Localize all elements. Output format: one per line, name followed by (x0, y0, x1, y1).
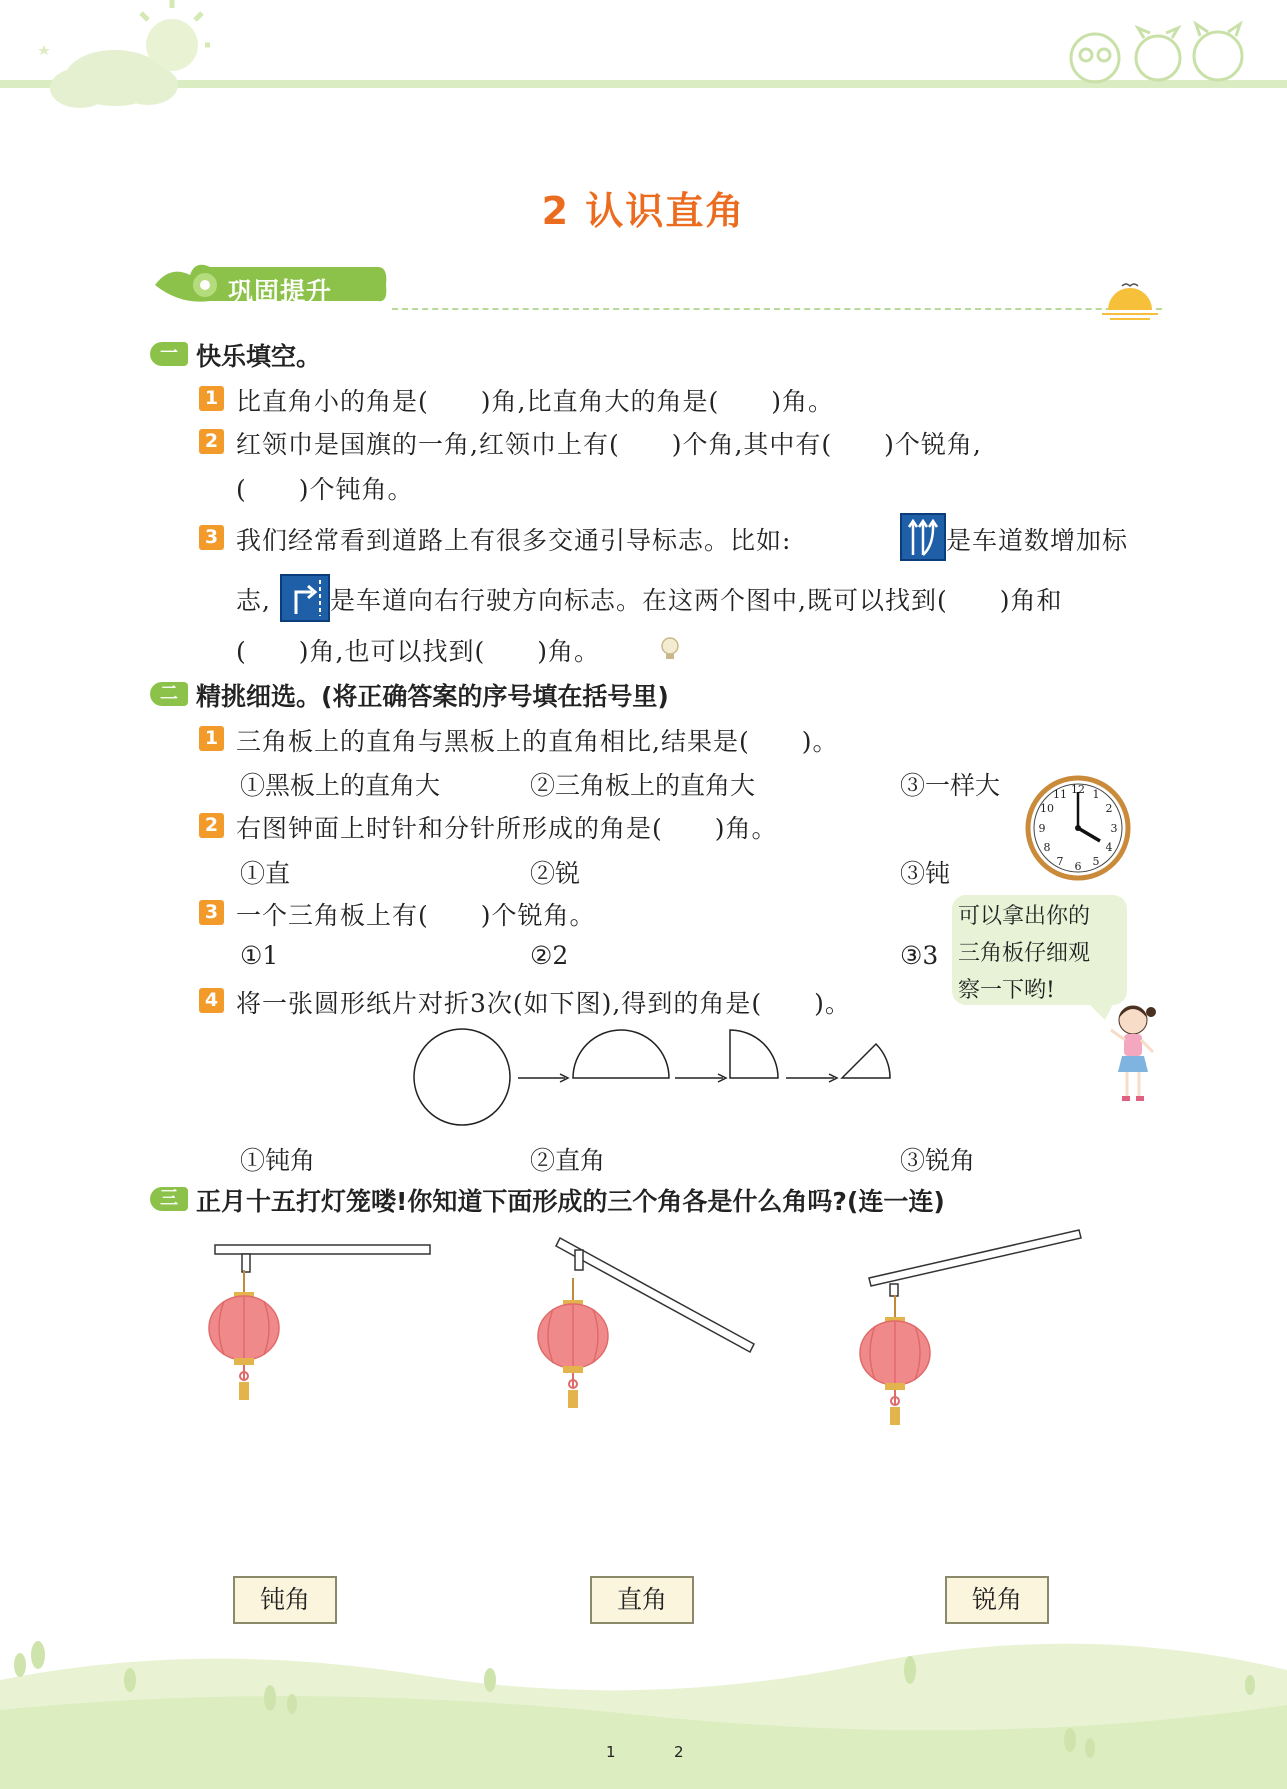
clock-number-12: 12 (1071, 783, 1085, 796)
clock-number-1: 1 (1092, 788, 1100, 801)
sun-cloud-decoration (20, 0, 210, 115)
section-3-badge: 三 (150, 1187, 188, 1211)
animal-faces-decoration (1060, 20, 1250, 85)
s2-q2-option-3: ③钝 (900, 859, 951, 888)
s1-q3-line2a: 志, (236, 586, 271, 615)
page-number-left: 1 (606, 1743, 616, 1761)
clock-number-6: 6 (1074, 860, 1082, 873)
lantern-obtuse-angle (538, 1238, 754, 1408)
paper-folding-diagram (410, 1025, 895, 1130)
section-2-title: 精挑细选。(将正确答案的序号填在括号里) (196, 682, 669, 711)
clock-number-9: 9 (1038, 822, 1046, 835)
s1-q3-line1a: 我们经常看到道路上有很多交通引导标志。比如: (236, 526, 792, 555)
clock-number-5: 5 (1092, 855, 1100, 868)
s2-q1-number: 1 (199, 726, 224, 751)
clock-number-10: 10 (1040, 802, 1054, 815)
semicircle (573, 1030, 669, 1078)
s1-q2-line1: 红领巾是国旗的一角,红领巾上有( )个角,其中有( )个锐角, (236, 430, 982, 459)
s2-q3-number: 3 (199, 900, 224, 925)
s2-q4-number: 4 (199, 988, 224, 1013)
s1-q3-line2b: 是车道向右行驶方向标志。在这两个图中,既可以找到( )角和 (330, 586, 1063, 615)
s2-q4-option-2: ②直角 (530, 1146, 606, 1175)
lightbulb-icon (660, 636, 680, 662)
s2-q4-option-1: ①钝角 (240, 1146, 316, 1175)
eighth-circle (842, 1044, 890, 1078)
lantern-acute-angle (860, 1230, 1081, 1425)
lane-increase-sign-icon (900, 513, 946, 561)
s1-q2-line2: ( )个钝角。 (236, 475, 414, 504)
clock-number-11: 11 (1053, 788, 1067, 801)
section-2-badge: 二 (150, 682, 188, 706)
label-right-angle[interactable]: 直角 (590, 1576, 694, 1624)
s2-q2-option-2: ②锐 (530, 859, 581, 888)
s2-q3-option-3: ③3 (900, 941, 939, 970)
clock-number-7: 7 (1056, 855, 1064, 868)
clock-number-4: 4 (1105, 841, 1113, 854)
s2-q4-text: 将一张圆形纸片对折3次(如下图),得到的角是( )。 (236, 989, 851, 1018)
s1-q1-number: 1 (199, 386, 224, 411)
bubble-line-3: 察一下哟! (958, 978, 1055, 1003)
label-acute-angle[interactable]: 锐角 (945, 1576, 1049, 1624)
s2-q3-option-2: ②2 (530, 941, 569, 970)
clock-number-8: 8 (1043, 841, 1051, 854)
bubble-line-2: 三角板仔细观 (958, 941, 1091, 966)
s2-q1-option-3: ③一样大 (900, 771, 1001, 800)
page-number-right: 2 (674, 1743, 684, 1761)
lantern-right-angle (209, 1245, 430, 1400)
banner-dash-line (392, 308, 1162, 310)
s1-q1-text: 比直角小的角是( )角,比直角大的角是( )角。 (236, 387, 834, 416)
lantern-illustrations (180, 1220, 1100, 1430)
clock-number-2: 2 (1105, 802, 1113, 815)
banner-title: 巩固提升 (228, 277, 333, 306)
s2-q2-number: 2 (199, 813, 224, 838)
s1-q3-number: 3 (199, 525, 224, 550)
sunset-icon (1100, 280, 1160, 325)
s2-q2-option-1: ①直 (240, 859, 291, 888)
s1-q3-line3: ( )角,也可以找到( )角。 (236, 637, 600, 666)
page-title: 2 认识直角 (541, 189, 746, 233)
s2-q1-text: 三角板上的直角与黑板上的直角相比,结果是( )。 (236, 727, 839, 756)
s1-q3-line1b: 是车道数增加标 (946, 526, 1129, 555)
quarter-circle (730, 1030, 778, 1078)
girl-illustration (1105, 1000, 1165, 1110)
section-3-title: 正月十五打灯笼喽!你知道下面形成的三个角各是什么角吗?(连一连) (196, 1187, 945, 1216)
right-turn-sign-icon (280, 574, 330, 622)
s2-q3-text: 一个三角板上有( )个锐角。 (236, 901, 596, 930)
s2-q3-option-1: ①1 (240, 941, 279, 970)
s1-q2-number: 2 (199, 429, 224, 454)
clock-number-3: 3 (1110, 822, 1118, 835)
s2-q1-option-2: ②三角板上的直角大 (530, 771, 756, 800)
s2-q2-text: 右图钟面上时针和分针所形成的角是( )角。 (236, 814, 778, 843)
section-1-title: 快乐填空。 (196, 342, 322, 371)
speech-bubble-text (958, 898, 1128, 1009)
full-circle (414, 1029, 510, 1125)
clock-icon (1025, 775, 1131, 881)
s2-q4-option-3: ③锐角 (900, 1146, 976, 1175)
s2-q1-option-1: ①黑板上的直角大 (240, 771, 441, 800)
footer-landscape (0, 1620, 1287, 1789)
label-obtuse-angle[interactable]: 钝角 (233, 1576, 337, 1624)
bubble-line-1: 可以拿出你的 (958, 904, 1091, 929)
section-1-badge: 一 (150, 342, 188, 366)
